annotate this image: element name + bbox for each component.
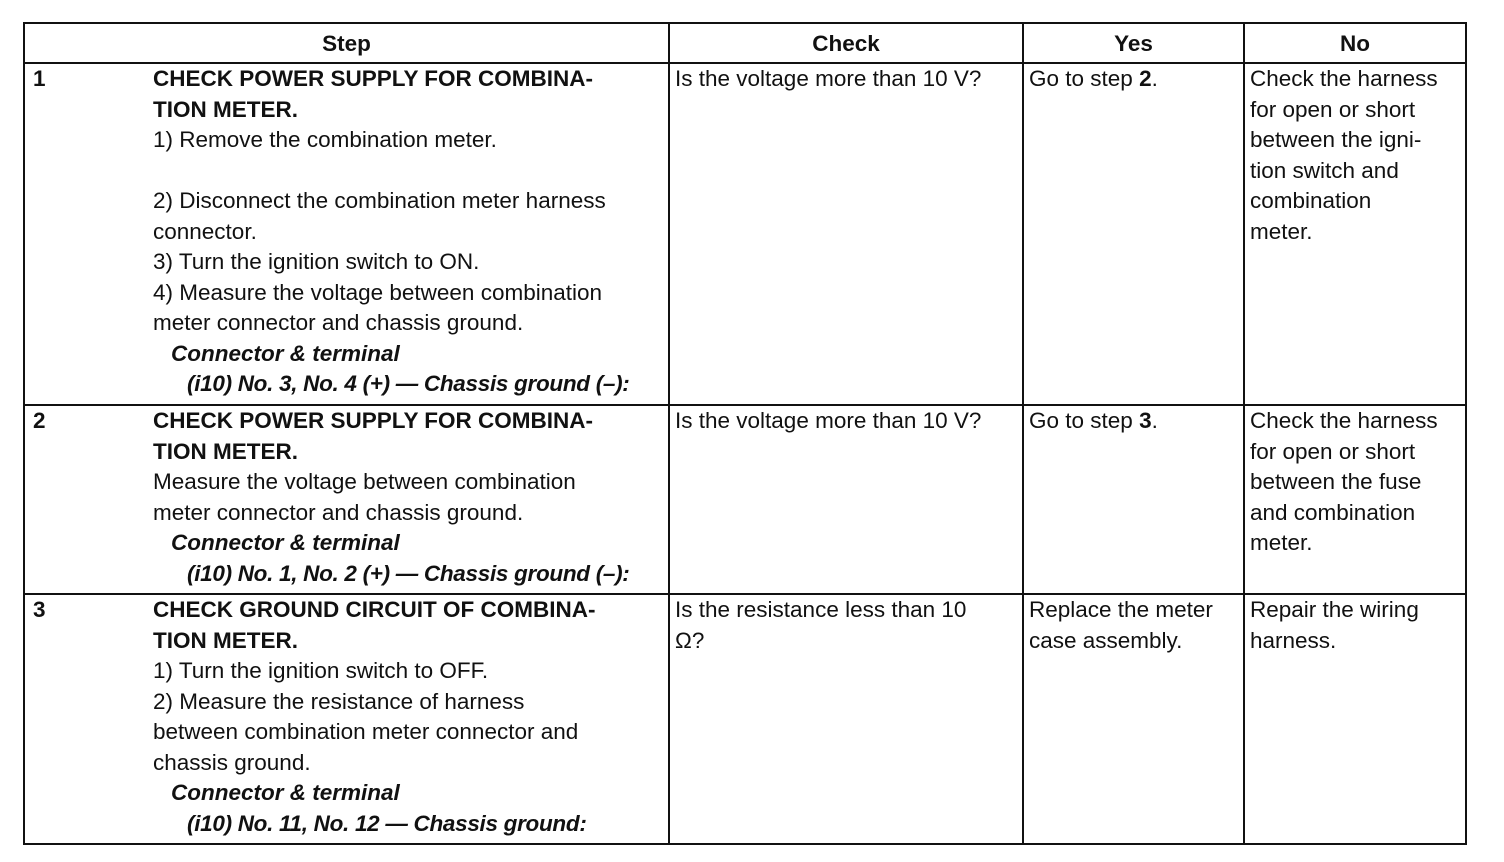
yes-text [1029,406,1243,437]
no-text: meter. [1250,218,1313,244]
step-title: TION METER. [153,96,298,122]
check-cell [669,405,1023,594]
table-row [24,405,1466,594]
instruction-line: 4) Measure the voltage between combination [153,279,603,305]
connector-label: Connector & terminal [171,780,400,805]
instruction-line: meter connector and chassis ground. [153,310,524,335]
yes-cell [1023,405,1244,594]
instruction-line: chassis ground. [153,749,311,775]
header-step: Step [24,23,669,63]
yes-step-number: 3 [1139,408,1152,433]
step-cell [24,594,669,844]
instruction-line: 1) Turn the ignition switch to OFF. [153,658,489,683]
no-cell [1244,405,1466,594]
no-text: for open or short [1250,96,1416,122]
step-title: CHECK POWER SUPPLY FOR COMBINA- [153,66,594,91]
instruction-line: connector. [153,218,257,244]
check-text: Is the resistance less than 10 [675,597,967,622]
no-text: for open or short [1250,438,1416,464]
step-cell [24,63,669,405]
step-title: TION METER. [153,438,298,464]
instruction-line: 3) Turn the ignition switch to ON. [153,249,480,274]
instruction-line: 2) Measure the resistance of harness [153,688,525,714]
no-text: between the igni- [1250,127,1422,152]
no-text: combination [1250,188,1372,213]
connector-value: (i10) No. 3, No. 4 (+) — Chassis ground (–): [187,371,630,396]
instruction-line: Measure the voltage between combination [153,469,576,494]
step-cell [24,405,669,594]
instruction-line: between combination meter connector and [153,719,579,744]
check-cell [669,594,1023,844]
no-cell [1244,594,1466,844]
header-no: No [1244,23,1466,63]
no-text: Check the harness [1250,66,1438,91]
step-body [151,595,668,839]
step-body [151,406,668,589]
step-title: CHECK POWER SUPPLY FOR COMBINA- [153,408,594,433]
yes-prefix: Go to step [1029,408,1140,433]
check-cell [669,63,1023,405]
yes-cell [1023,594,1244,844]
check-text: Is the voltage more than 10 V? [675,66,982,91]
step-title: CHECK GROUND CIRCUIT OF COMBINA- [153,597,596,622]
yes-prefix: Go to step [1029,66,1140,91]
connector-value: (i10) No. 11, No. 12 — Chassis ground: [187,810,587,836]
yes-text: Replace the meter [1029,597,1213,622]
yes-step-number: 2 [1139,66,1152,91]
header-row [24,23,1466,63]
yes-cell [1023,63,1244,405]
step-number: 3 [33,597,46,622]
yes-suffix: . [1151,66,1158,91]
step-body [151,64,668,400]
diagnostic-table [23,22,1467,845]
no-text: Check the harness [1250,408,1438,433]
yes-text: case assembly. [1029,627,1183,653]
connector-label: Connector & terminal [171,530,400,555]
table-row [24,594,1466,844]
check-text: Ω? [675,627,705,653]
no-text: Repair the wiring [1250,597,1419,622]
yes-suffix: . [1151,408,1158,433]
instruction-line: 1) Remove the combination meter. [153,127,497,152]
instruction-line: meter connector and chassis ground. [153,499,524,525]
table-row [24,63,1466,405]
yes-text [1029,64,1243,95]
check-text: Is the voltage more than 10 V? [675,408,982,433]
no-text: between the fuse [1250,469,1422,494]
no-cell [1244,63,1466,405]
step-number: 1 [33,66,46,91]
step-number: 2 [33,408,46,433]
header-check: Check [669,23,1023,63]
instruction-gap [153,156,666,187]
connector-label: Connector & terminal [171,340,400,366]
no-text: meter. [1250,530,1313,555]
no-text: and combination [1250,499,1416,525]
instruction-line: 2) Disconnect the combination meter harness [153,188,606,213]
connector-value: (i10) No. 1, No. 2 (+) — Chassis ground (–): [187,560,630,586]
no-text: tion switch and [1250,157,1399,183]
header-yes: Yes [1023,23,1244,63]
step-title: TION METER. [153,627,298,653]
no-text: harness. [1250,627,1337,653]
